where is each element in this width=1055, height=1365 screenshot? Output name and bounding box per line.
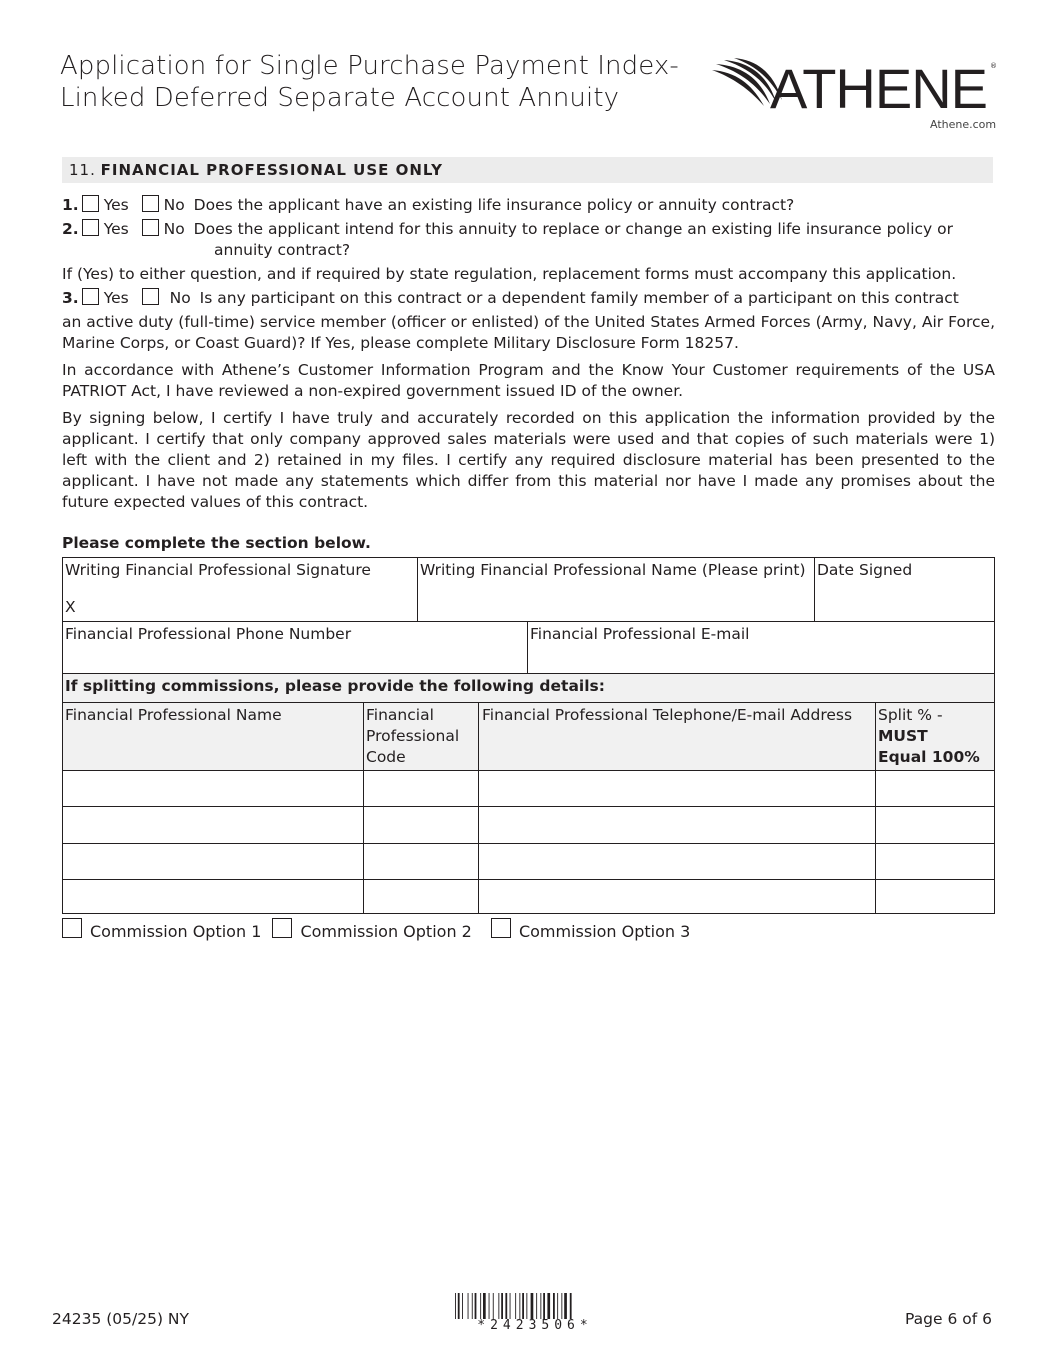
logo-website: Athene.com [930, 118, 997, 131]
barcode [455, 1293, 615, 1319]
yes-label: Yes [103, 289, 129, 307]
athene-logo [712, 58, 997, 116]
col-header-split [876, 703, 995, 771]
col-code-line-2: Professional [366, 727, 460, 745]
section-header [62, 157, 993, 183]
signature-label: Writing Financial Professional Signature [65, 561, 371, 579]
svg-text:®: ® [990, 62, 997, 70]
commission-option-3-checkbox[interactable] [491, 918, 511, 938]
col-header-contact: Financial Professional Telephone/E-mail Address [479, 703, 876, 771]
patriot-act-paragraph: In accordance with Athene’s Customer Information Program and the Know Your Customer requirements of the USA PATRIOT Act, I have reviewed a non-expired government issued ID of the owner. [62, 361, 995, 400]
logo-text: ATHENE [770, 58, 987, 116]
email-label: Financial Professional E-mail [530, 625, 750, 643]
question-text: Does the applicant have an existing life insurance policy or annuity contract? [193, 196, 795, 214]
barcode-text: *2423506* [477, 1318, 593, 1333]
printed-name-cell[interactable] [418, 558, 815, 622]
split-input-cell[interactable] [876, 807, 995, 844]
title-line-1: Application for Single Purchase Payment Index- [60, 51, 679, 81]
form-code: 24235 (05/25) NY [52, 1310, 189, 1328]
email-cell[interactable] [528, 622, 995, 674]
table-row [63, 880, 995, 914]
question-3 [62, 288, 995, 308]
question-2-continued: annuity contract? [214, 241, 351, 259]
no-label: No [163, 220, 185, 238]
contact-input-cell[interactable] [479, 844, 876, 880]
code-input-cell[interactable] [364, 807, 479, 844]
split-heading: If splitting commissions, please provide the following details: [63, 674, 995, 703]
complete-section-heading: Please complete the section below. [62, 534, 371, 552]
document-title [60, 50, 679, 114]
page-number: Page 6 of 6 [905, 1310, 992, 1328]
q1-no-checkbox[interactable] [142, 195, 159, 212]
split-equal: Equal 100% [878, 748, 980, 766]
replacement-note: If (Yes) to either question, and if required by state regulation, replacement forms must accompany this application. [62, 265, 957, 283]
question-text: Is any participant on this contract or a dependent family member of a participant on this contract [199, 289, 959, 307]
phone-label: Financial Professional Phone Number [65, 625, 352, 643]
commission-option-3-label: Commission Option 3 [518, 922, 691, 941]
q1-yes-checkbox[interactable] [82, 195, 99, 212]
section-label: FINANCIAL PROFESSIONAL USE ONLY [100, 161, 444, 179]
split-commission-table [62, 673, 995, 914]
commission-option-1-label: Commission Option 1 [90, 922, 262, 941]
commission-option-1-checkbox[interactable] [62, 918, 82, 938]
section-number: 11. [69, 161, 96, 179]
question-number: 3. [62, 289, 79, 307]
table-row [63, 807, 995, 844]
commission-options [62, 918, 696, 941]
q3-yes-checkbox[interactable] [82, 288, 99, 305]
phone-cell[interactable] [63, 622, 528, 674]
table-row [63, 844, 995, 880]
q3-no-checkbox[interactable] [142, 288, 159, 305]
split-input-cell[interactable] [876, 880, 995, 914]
yes-label: Yes [103, 196, 129, 214]
certification-paragraph: By signing below, I certify I have truly and accurately recorded on this application the information provided by the applicant. I certify that only company approved sales materials were used and that copies of such materials were 1) left with the client and 2) retained in my files. I certify any required disclosure material has been presented to the applicant. I have not made any statements which differ from this material nor have I made any promises about the future expected values of this contract. [62, 409, 995, 511]
commission-option-2-label: Commission Option 2 [300, 922, 472, 941]
col-header-code [364, 703, 479, 771]
split-label: Split % - [878, 706, 943, 724]
split-input-cell[interactable] [876, 771, 995, 807]
name-input-cell[interactable] [63, 844, 364, 880]
question-1 [62, 195, 794, 215]
contact-table [62, 621, 995, 674]
contact-input-cell[interactable] [479, 880, 876, 914]
no-label: No [163, 196, 185, 214]
col-header-name: Financial Professional Name [63, 703, 364, 771]
question-number: 1. [62, 196, 79, 214]
code-input-cell[interactable] [364, 771, 479, 807]
no-label: No [169, 289, 191, 307]
q2-no-checkbox[interactable] [142, 219, 159, 236]
table-row [63, 771, 995, 807]
signature-table [62, 557, 995, 622]
contact-input-cell[interactable] [479, 807, 876, 844]
q2-yes-checkbox[interactable] [82, 219, 99, 236]
name-input-cell[interactable] [63, 880, 364, 914]
name-input-cell[interactable] [63, 807, 364, 844]
signature-x: X [65, 598, 76, 616]
question-2 [62, 219, 953, 239]
split-input-cell[interactable] [876, 844, 995, 880]
commission-option-2-checkbox[interactable] [272, 918, 292, 938]
split-must: MUST [878, 727, 928, 745]
code-input-cell[interactable] [364, 880, 479, 914]
signature-cell[interactable] [63, 558, 418, 622]
code-input-cell[interactable] [364, 844, 479, 880]
date-signed-label: Date Signed [817, 561, 913, 579]
title-line-2: Linked Deferred Separate Account Annuity [60, 83, 620, 113]
contact-input-cell[interactable] [479, 771, 876, 807]
question-number: 2. [62, 220, 79, 238]
printed-name-label: Writing Financial Professional Name (Please print) [420, 561, 806, 579]
question-3-continued: an active duty (full-time) service member (officer or enlisted) of the United States Armed Forces (Army, Navy, Air Force, Marine Corps, or Coast Guard)? If Yes, please complete Military Disclosure Form 18257. [62, 313, 995, 352]
col-code-line-3: Code [366, 748, 406, 766]
col-code-line-1: Financial [366, 706, 434, 724]
date-signed-cell[interactable] [815, 558, 995, 622]
yes-label: Yes [103, 220, 129, 238]
question-text: Does the applicant intend for this annuity to replace or change an existing life insurance policy or [193, 220, 953, 238]
name-input-cell[interactable] [63, 771, 364, 807]
